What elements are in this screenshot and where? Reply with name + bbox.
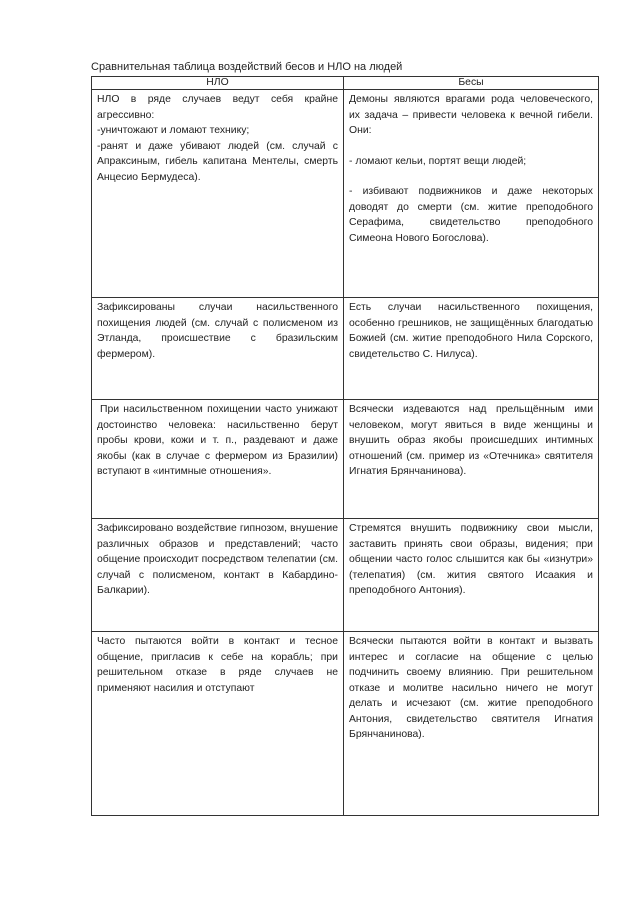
demons-cell	[344, 298, 599, 400]
cell-paragraph: Всячески издеваются над прельщённым ими человеком, могут явиться в виде женщины и внушить образ якобы происшедших интимных отношений (см. пример из «Отечника» святителя Игнатия Брянчанинова).	[349, 404, 593, 477]
table-row	[92, 519, 599, 632]
cell-paragraph: -уничтожают и ломают технику;	[97, 125, 250, 136]
table-row	[92, 90, 599, 298]
demons-cell	[344, 400, 599, 519]
cell-paragraph: НЛО в ряде случаев ведут себя крайне агрессивно:	[97, 94, 338, 121]
ufo-cell	[92, 632, 344, 816]
demons-cell	[344, 519, 599, 632]
paragraph-gap	[349, 139, 593, 154]
ufo-cell	[92, 400, 344, 519]
table-row	[92, 298, 599, 400]
comparison-table	[91, 76, 599, 816]
cell-paragraph: Часто пытаются войти в контакт и тесное общение, пригласив к себе на корабль; при решительном отказе в ряде случаев не применяют насилия и отступают	[97, 636, 338, 694]
table-row	[92, 632, 599, 816]
demons-cell	[344, 90, 599, 298]
cell-paragraph: Зафиксированы случаи насильственного похищения людей (см. случай с полисменом из Этланда, происшествие с бразильским фермером).	[97, 302, 338, 360]
column-header-demons: Бесы	[344, 77, 599, 90]
cell-paragraph: Зафиксировано воздействие гипнозом, внушение различных образов и представлений; часто общение происходит посредством телепатии (см. случай с полисменом, контакт в Кабардино-Балкарии).	[97, 523, 338, 596]
cell-paragraph: Демоны являются врагами рода человеческого, их задача – привести человека к вечной гибели. Они:	[349, 94, 593, 136]
cell-paragraph: При насильственном похищении часто унижают достоинство человека: насильственно берут пробы крови, кожи и т. п., раздевают и даже якобы (как в случае с фермером из Бразилии) вступают в «интимные отношения».	[97, 404, 338, 477]
demons-cell	[344, 632, 599, 816]
ufo-cell	[92, 519, 344, 632]
cell-paragraph: - ломают кельи, портят вещи людей;	[349, 155, 527, 167]
table-header-row	[92, 77, 599, 90]
column-header-ufo: НЛО	[92, 77, 344, 90]
cell-paragraph: Стремятся внушить подвижнику свои мысли, заставить принять свои образы, видения; при общении часто голос слышится как бы «изнутри» (телепатия) (см. жития святого Исаакия и преподобного Антония).	[349, 523, 593, 596]
cell-paragraph: Всячески пытаются войти в контакт и вызвать интерес и согласие на общение с целью подчинить своему влиянию. При решительном отказе и молитве насильно ничего не могут делать и исчезают (см. житие преподобного Антония, свидетельство святителя Игнатия Брянчанинова).	[349, 636, 593, 740]
table-row	[92, 400, 599, 519]
paragraph-gap	[349, 169, 593, 184]
ufo-cell	[92, 298, 344, 400]
cell-paragraph: - избивают подвижников и даже некоторых доводят до смерти (см. житие преподобного Серафима, свидетельство преподобного Симеона Нового Богослова).	[349, 186, 593, 244]
cell-paragraph: -ранят и даже убивают людей (см. случай с Апраксиным, гибель капитана Ментелы, смерть Анцесио Бермудеса).	[97, 140, 338, 183]
document-title: Сравнительная таблица воздействий бесов и НЛО на людей	[91, 61, 403, 73]
ufo-cell	[92, 90, 344, 298]
cell-paragraph: Есть случаи насильственного похищения, особенно грешников, не защищённых благодатью Божией (см. житие преподобного Нила Сорского, свидетельство С. Нилуса).	[349, 302, 593, 360]
